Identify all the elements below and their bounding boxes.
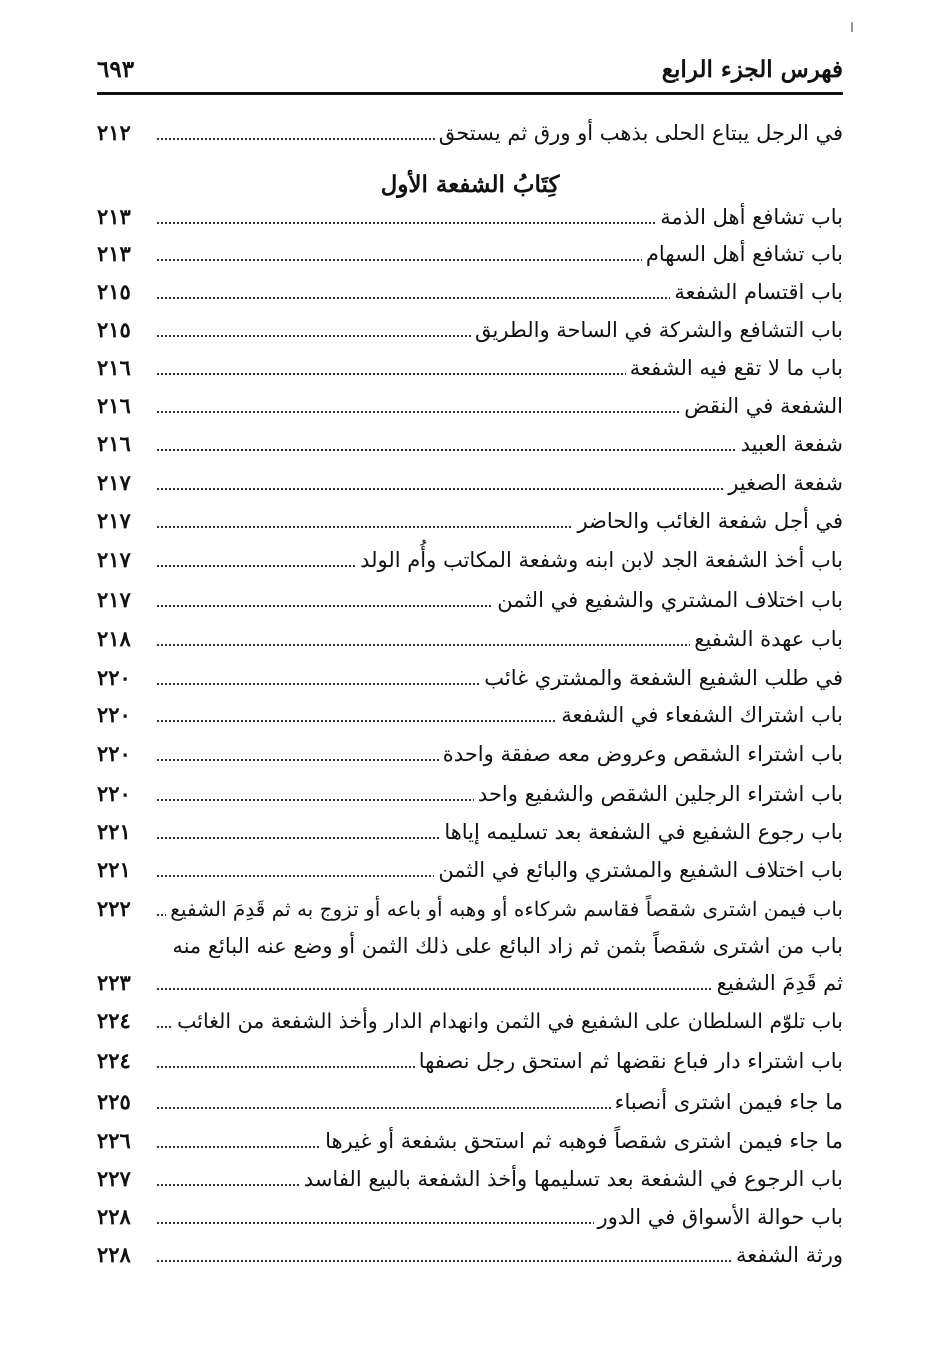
toc-entry-page: ٢٢٤	[97, 1008, 131, 1033]
toc-entry	[97, 892, 843, 928]
toc-entry-title: في طلب الشفيع الشفعة والمشتري غائب	[480, 661, 843, 695]
toc-entry-title: باب تشافع أهل السهام	[642, 237, 843, 271]
toc-entry-title: باب تلوّم السلطان على الشفيع في الثمن وانهدام الدار وأخذ الشفعة من الغائب	[173, 1004, 843, 1038]
toc-entry-page: ٢٢٣	[97, 970, 131, 995]
toc-entry-title: الشفعة في النقض	[680, 389, 843, 423]
toc-entry-page: ٢٢٠	[97, 665, 131, 690]
toc-entry-title: باب اختلاف المشتري والشفيع في الثمن	[493, 583, 843, 617]
toc-entry	[97, 1162, 843, 1198]
toc-entry-page: ٢٢٨	[97, 1242, 131, 1267]
toc-entry	[97, 966, 843, 1002]
section-heading: كِتَابُ الشفعة الأول	[380, 171, 560, 198]
toc-entry	[97, 737, 843, 773]
toc-entry	[97, 200, 843, 236]
header-rule	[97, 92, 843, 95]
toc-entry-title: ما جاء فيمن اشترى أنصباء	[611, 1085, 843, 1119]
running-title: فهرس الجزء الرابع	[661, 56, 843, 83]
toc-entry-page: ٢١٦	[97, 355, 131, 380]
toc-entry-page: ٢١٢	[97, 120, 131, 145]
toc-entry-title: في أجل شفعة الغائب والحاضر	[573, 504, 843, 538]
toc-entry	[97, 116, 843, 152]
toc-entry-page: ٢٢٠	[97, 781, 131, 806]
toc-entry	[97, 275, 843, 311]
toc-entry	[97, 661, 843, 697]
toc-entry-page: ٢٢٦	[97, 1128, 131, 1153]
toc-entry-title: ثم قَدِمَ الشفيع	[713, 966, 843, 1000]
toc-entry	[97, 351, 843, 387]
toc-entry-page: ٢٢٧	[97, 1166, 131, 1191]
toc-entry-page: ٢١٣	[97, 241, 131, 266]
toc-entry-title: ما جاء فيمن اشترى شقصاً فوهبه ثم استحق بشفعة أو غيرها	[321, 1124, 843, 1158]
toc-entry-title: باب التشافع والشركة في الساحة والطريق	[471, 313, 843, 347]
toc-entry-page: ٢١٦	[97, 431, 131, 456]
toc-entry-title: باب اشتراء دار فباع نقضها ثم استحق رجل نصفها	[415, 1044, 843, 1078]
toc-entry-title: باب ما لا تقع فيه الشفعة	[626, 351, 843, 385]
toc-entry	[97, 504, 843, 540]
toc-entry-title: باب فيمن اشترى شقصاً فقاسم شركاءه أو وهبه أو باعه أو تزوج به ثم قَدِمَ الشفيع	[166, 892, 843, 926]
toc-entry	[97, 777, 843, 813]
toc-entry-title: في الرجل يبتاع الحلى بذهب أو ورق ثم يستحق	[435, 116, 843, 150]
toc-entry-page: ٢٢٢	[97, 896, 131, 921]
toc-entry	[97, 427, 843, 463]
toc-entry-title: باب اشتراء الشقص وعروض معه صفقة واحدة	[439, 737, 843, 771]
toc-entry-title: باب حوالة الأسواق في الدور	[594, 1200, 844, 1234]
scan-mark	[851, 22, 853, 32]
toc-entry-title: شفعة العبيد	[737, 427, 843, 461]
toc-entry-page: ٢١٧	[97, 508, 131, 533]
toc-entry-title: باب رجوع الشفيع في الشفعة بعد تسليمه إياها	[440, 815, 843, 849]
toc-entry-title: باب اشتراء الرجلين الشقص والشفيع واحد	[474, 777, 843, 811]
toc-entry-page: ٢٢٠	[97, 741, 131, 766]
toc-entry	[97, 466, 843, 502]
toc-entry-page: ٢٢٥	[97, 1089, 131, 1114]
page-header	[97, 52, 843, 92]
toc-entry-page: ٢٢٤	[97, 1048, 131, 1073]
toc-entry-page: ٢٢٨	[97, 1204, 131, 1229]
toc-entry-title: باب أخذ الشفعة الجد لابن ابنه وشفعة المكاتب وأُم الولد	[356, 543, 843, 577]
toc-entry-page: ٢١٧	[97, 587, 131, 612]
toc-entry	[97, 1004, 843, 1040]
toc-entry	[97, 583, 843, 619]
toc-entry	[97, 698, 843, 734]
toc-entry	[97, 237, 843, 273]
toc-entry	[97, 1238, 843, 1274]
toc-entry	[97, 1044, 843, 1080]
toc-entry	[97, 815, 843, 851]
toc-entry-title: باب تشافع أهل الذمة	[656, 200, 843, 234]
toc-entry-page: ٢١٥	[97, 279, 131, 304]
page-number: ٦٩٣	[97, 56, 135, 83]
toc-entry-title: باب اختلاف الشفيع والمشتري والبائع في الثمن	[434, 853, 843, 887]
toc-entry-title: باب عهدة الشفيع	[690, 622, 843, 656]
toc-entry-title: باب اشتراك الشفعاء في الشفعة	[557, 698, 843, 732]
toc-entry	[97, 1085, 843, 1121]
toc-entry-title: باب الرجوع في الشفعة بعد تسليمها وأخذ الشفعة بالبيع الفاسد	[300, 1162, 843, 1196]
toc-entry-page: ٢١٦	[97, 393, 131, 418]
toc-entry-page: ٢١٨	[97, 626, 131, 651]
toc-entry-page: ٢٢٠	[97, 702, 131, 727]
toc-entry	[97, 313, 843, 349]
toc-entry-page: ٢١٧	[97, 470, 131, 495]
toc-entry	[97, 929, 843, 965]
toc-entry	[97, 1124, 843, 1160]
toc-entry-title: شفعة الصغير	[724, 466, 843, 500]
toc-entry-page: ٢٢١	[97, 819, 131, 844]
toc-entry	[97, 1200, 843, 1236]
toc-entry	[97, 853, 843, 889]
toc-entry-title: ورثة الشفعة	[732, 1238, 843, 1272]
toc-entry	[97, 389, 843, 425]
toc-entry-title: باب من اشترى شقصاً بثمن ثم زاد البائع على ذلك الثمن أو وضع عنه البائع منه	[172, 929, 843, 963]
toc-entry-page: ٢١٧	[97, 547, 131, 572]
toc-entry-page: ٢٢١	[97, 857, 131, 882]
toc-entry	[97, 622, 843, 658]
toc-entry-page: ٢١٥	[97, 317, 131, 342]
toc-entry-title: باب اقتسام الشفعة	[670, 275, 843, 309]
toc-entry-page: ٢١٣	[97, 204, 131, 229]
toc-entry	[97, 543, 843, 579]
